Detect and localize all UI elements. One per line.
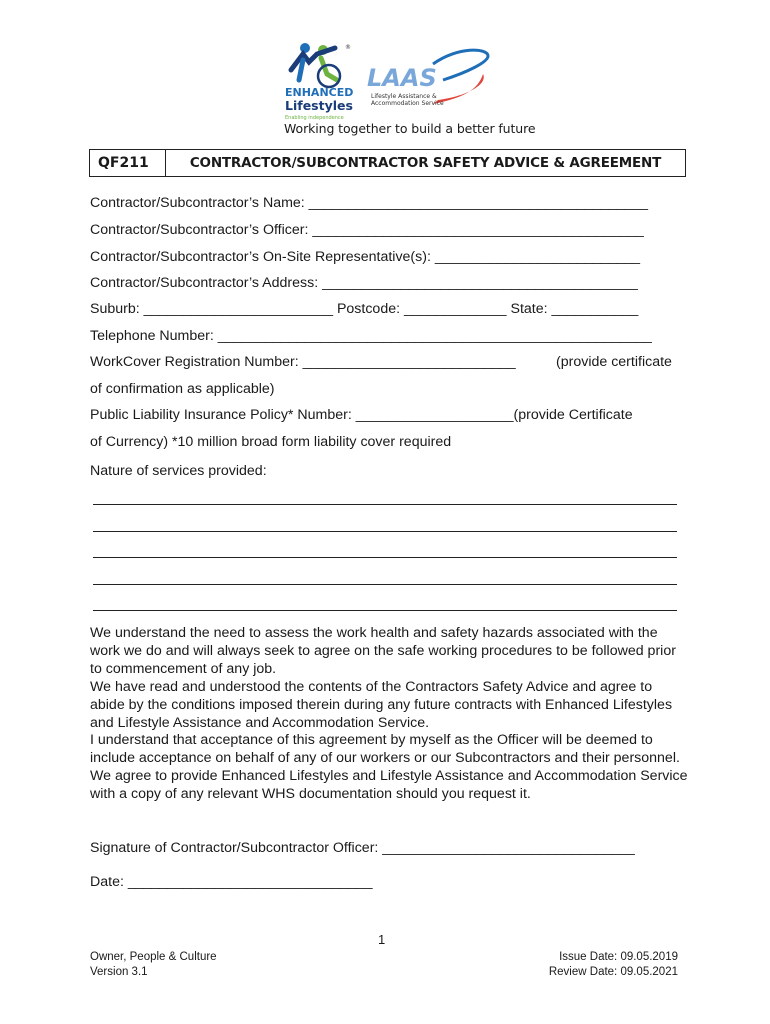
name-field[interactable]: Contractor/Subcontractor’s Name: ___________________________________________	[90, 195, 648, 211]
agreement-paragraph: We agree to provide Enhanced Lifestyles and Lifestyle Assistance and Accommodation Service with a copy of any relevant WHS documentation should you request it.	[90, 768, 688, 803]
svg-text:LAAS: LAAS	[367, 64, 437, 92]
footer-owner: Owner, People & Culture	[90, 951, 217, 963]
svg-text:Lifestyle Assistance &: Lifestyle Assistance &	[371, 93, 437, 100]
suburb-field[interactable]: Suburb: ________________________ Postcode: _____________ State: ___________	[90, 301, 639, 317]
svg-text:®: ®	[345, 44, 351, 51]
footer-issue-date: Issue Date: 09.05.2019	[559, 951, 678, 963]
services-line-5[interactable]	[93, 610, 677, 611]
workcover-field[interactable]: WorkCover Registration Number: ___________________________	[90, 354, 516, 370]
services-line-1[interactable]	[93, 504, 677, 505]
nature-label: Nature of services provided:	[90, 463, 267, 479]
agreement-text	[90, 625, 690, 804]
agreement-paragraph: I understand that acceptance of this agreement by myself as the Officer will be deemed to include acceptance on behalf of any of our workers or our Subcontractors and their personnel.	[90, 732, 680, 767]
page-number: 1	[378, 932, 386, 947]
liability-note: of Currency) *10 million broad form liability cover required	[90, 434, 452, 450]
svg-text:ENHANCED: ENHANCED	[285, 86, 354, 99]
rep-field[interactable]: Contractor/Subcontractor’s On-Site Representative(s): __________________________	[90, 249, 641, 265]
footer-version: Version 3.1	[90, 966, 148, 978]
date-field[interactable]: Date: _______________________________	[90, 874, 373, 890]
services-line-3[interactable]	[93, 557, 677, 558]
form-title: CONTRACTOR/SUBCONTRACTOR SAFETY ADVICE & AGREEMENT	[189, 155, 662, 171]
liability-field[interactable]: Public Liability Insurance Policy* Number: ____________________(provide Certificate	[90, 407, 633, 423]
officer-field[interactable]: Contractor/Subcontractor’s Officer: __________________________________________	[90, 222, 644, 238]
services-line-4[interactable]	[93, 584, 677, 585]
tagline: Working together to build a better future	[284, 121, 536, 136]
svg-text:Enabling independence: Enabling independence	[285, 115, 344, 121]
footer-left	[90, 950, 217, 980]
services-line-2[interactable]	[93, 531, 677, 532]
address-field[interactable]: Contractor/Subcontractor’s Address: ________________________________________	[90, 275, 638, 291]
workcover-note: (provide certificate	[556, 354, 672, 370]
svg-text:Accommodation Service: Accommodation Service	[371, 100, 444, 107]
footer-review-date: Review Date: 09.05.2021	[548, 966, 678, 978]
form-code: QF211	[90, 150, 166, 176]
footer-right	[549, 950, 678, 980]
workcover-note-cont: of confirmation as applicable)	[90, 381, 275, 397]
signature-field[interactable]: Signature of Contractor/Subcontractor Officer: ________________________________	[90, 840, 635, 856]
agreement-paragraph: We understand the need to assess the work health and safety hazards associated with the work we do and will always seek to agree on the safe working procedures to be followed prior to commencement of any job.	[90, 625, 676, 677]
phone-field[interactable]: Telephone Number: _______________________________________________________	[90, 328, 652, 344]
svg-text:Lifestyles: Lifestyles	[285, 98, 353, 113]
agreement-paragraph: We have read and understood the contents of the Contractors Safety Advice and agree to abide by the conditions imposed therein during any future contracts with Enhanced Lifestyles and Lifestyle Assistance and Accommodation Service.	[90, 678, 673, 731]
enhanced-lifestyles-logo	[283, 40, 493, 122]
title-box	[89, 149, 686, 177]
